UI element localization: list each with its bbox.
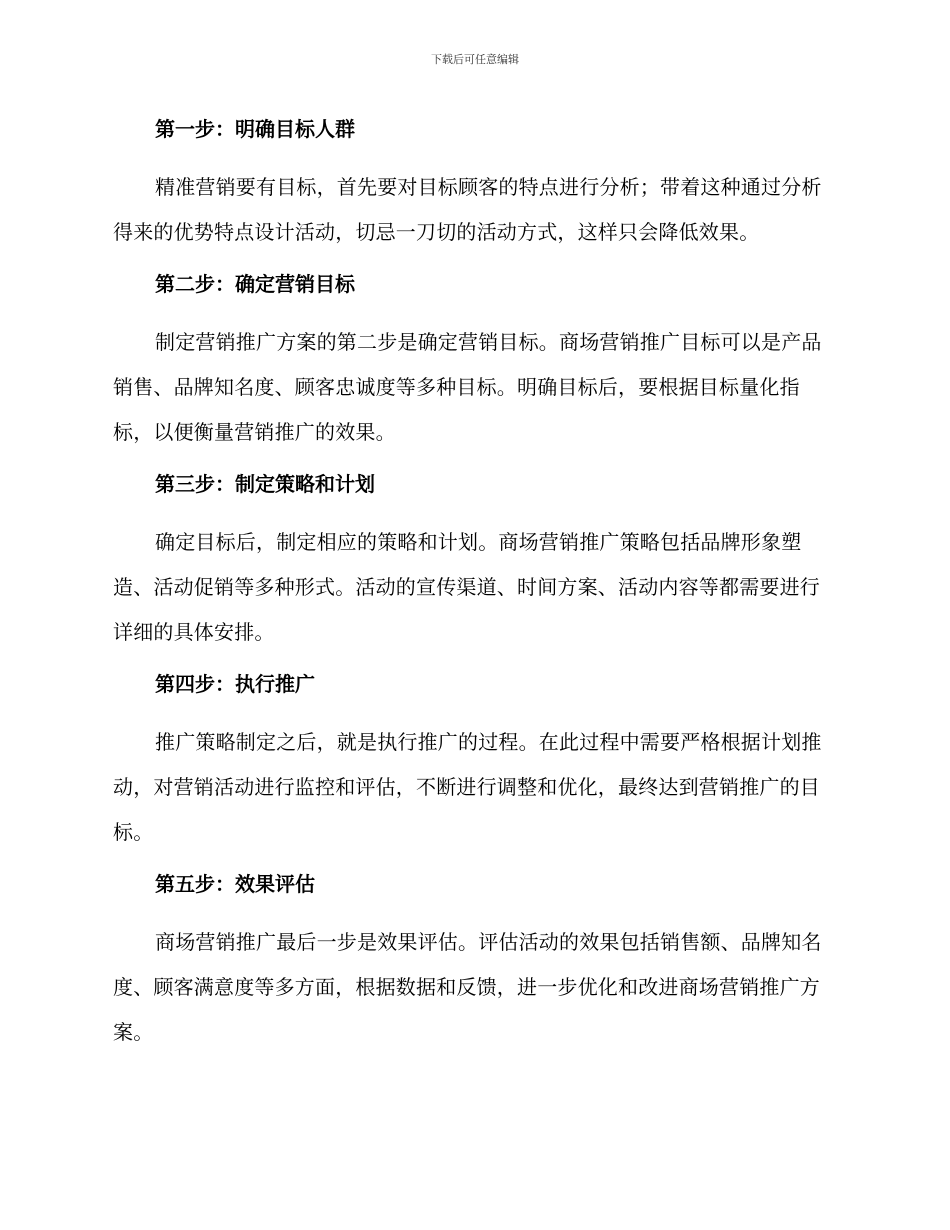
section-heading: 第一步：明确目标人群 xyxy=(155,117,355,141)
section-step-3 xyxy=(113,467,833,655)
section-heading: 第四步：执行推广 xyxy=(155,672,315,696)
section-paragraph: 推广策略制定之后，就是执行推广的过程。在此过程中需要严格根据计划推动，对营销活动进行监控和评估，不断进行调整和优化，最终达到营销推广的目标。 xyxy=(113,730,822,844)
page-header: 下载后可任意编辑 xyxy=(431,53,519,66)
section-heading: 第二步：确定营销目标 xyxy=(155,272,355,296)
section-paragraph: 制定营销推广方案的第二步是确定营销目标。商场营销推广目标可以是产品销售、品牌知名度、顾客忠诚度等多种目标。明确目标后，要根据目标量化指标，以便衡量营销推广的效果。 xyxy=(113,330,822,444)
section-step-4 xyxy=(113,667,833,855)
section-paragraph: 精准营销要有目标，首先要对目标顾客的特点进行分析；带着这种通过分析得来的优势特点设计活动，切忌一刀切的活动方式，这样只会降低效果。 xyxy=(113,175,822,244)
section-paragraph: 确定目标后，制定相应的策略和计划。商场营销推广策略包括品牌形象塑造、活动促销等多种形式。活动的宣传渠道、时间方案、活动内容等都需要进行详细的具体安排。 xyxy=(113,530,820,644)
section-step-2 xyxy=(113,267,833,455)
section-heading: 第三步：制定策略和计划 xyxy=(155,472,375,496)
section-paragraph: 商场营销推广最后一步是效果评估。评估活动的效果包括销售额、品牌知名度、顾客满意度等多方面，根据数据和反馈，进一步优化和改进商场营销推广方案。 xyxy=(113,930,822,1044)
section-step-5 xyxy=(113,867,833,1055)
section-step-1 xyxy=(113,112,833,255)
document-body xyxy=(113,112,833,1067)
section-heading: 第五步：效果评估 xyxy=(155,872,315,896)
